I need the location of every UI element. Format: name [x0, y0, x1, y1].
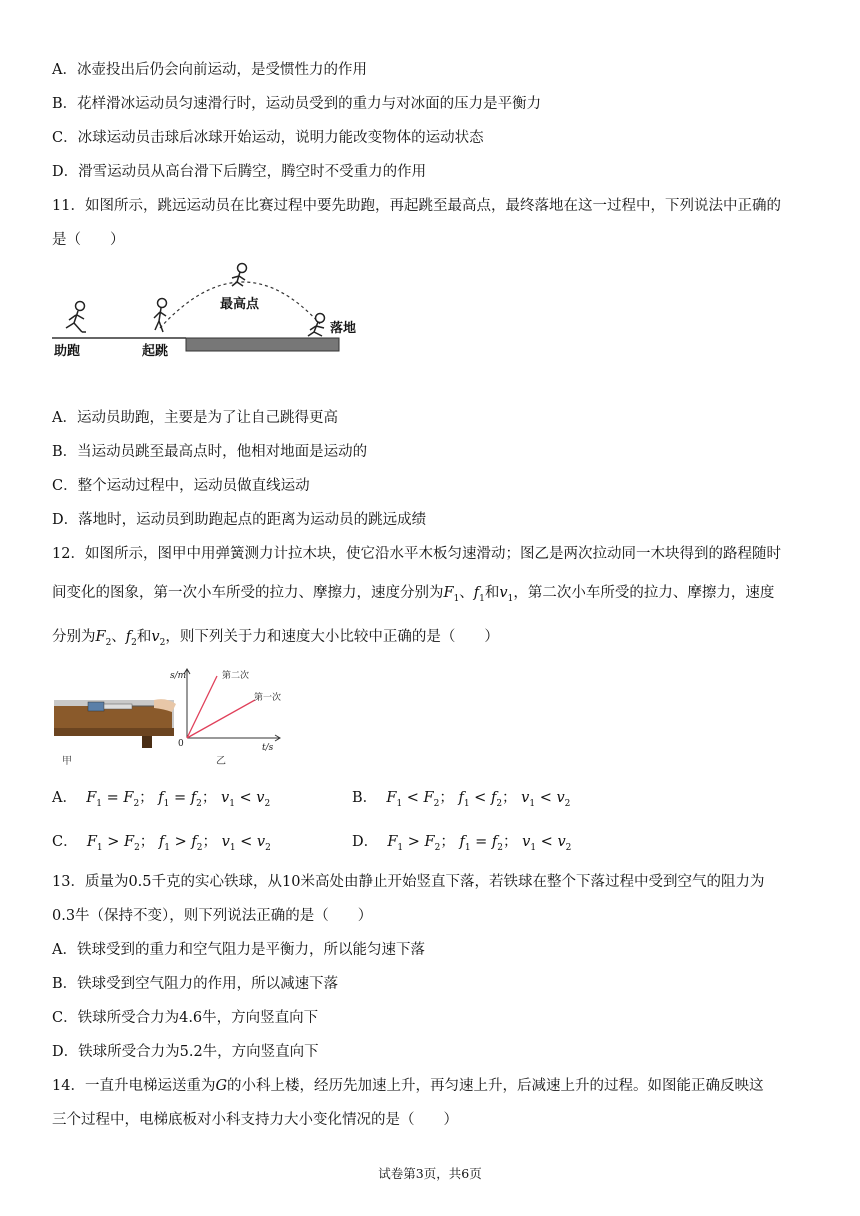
q13-option-d: D．铁球所受合力为5.2牛，方向竖直向下 [52, 1044, 319, 1060]
y-axis-label: s/m [170, 671, 187, 681]
q10-option-a: A．冰壶投出后仍会向前运动，是受惯性力的作用 [52, 62, 367, 78]
label-takeoff: 起跳 [142, 344, 169, 359]
q10-option-d: D．滑雪运动员从高台滑下后腾空，腾空时不受重力的作用 [52, 164, 427, 180]
landing-figure [308, 314, 325, 337]
label-first: 第一次 [254, 693, 282, 703]
peak-figure [232, 264, 247, 287]
label-second: 第二次 [222, 671, 250, 681]
q13-stem-line1: 13．质量为0.5千克的实心铁球，从10米高处由静止开始竖直下落，若铁球在整个下落过程中受到空气的阻力为 [52, 874, 765, 890]
origin-label: 0 [178, 739, 184, 749]
q11-stem-line2: 是（ ） [52, 232, 125, 248]
spring-scale-photo [54, 688, 179, 768]
q11-option-b: B．当运动员跳至最高点时，他相对地面是运动的 [52, 444, 368, 460]
line-first [187, 700, 255, 738]
q12-option-b-label: B． [352, 790, 378, 806]
q12-stem-line2-text: 间变化的图象，第一次小车所受的拉力、摩擦力，速度分别为 [52, 585, 444, 601]
q11-stem-line1: 11．如图所示，跳远运动员在比赛过程中要先助跑，再起跳至最高点，最终落地在这一过程中，下列说法中正确的 [52, 198, 781, 214]
label-jia: 甲 [62, 756, 72, 767]
q12-option-a-label: A． [52, 790, 77, 806]
q12-option-d-label: D． [352, 834, 379, 850]
q13-stem-line2: 0.3牛（保持不变），则下列说法正确的是（ ） [52, 908, 373, 924]
q12-stem-line3-text-b: ，则下列关于力和速度大小比较中正确的是（ ） [165, 629, 499, 645]
q13-option-b: B．铁球受到空气阻力的作用，所以减速下落 [52, 976, 339, 992]
q11-option-a: A．运动员助跑，主要是为了让自己跳得更高 [52, 410, 338, 426]
q12-stem-line1: 12．如图所示，图甲中用弹簧测力计拉木块，使它沿水平木板匀速滑动；图乙是两次拉动同一木块得到的路程随时 [52, 546, 781, 562]
runner-figure [66, 302, 86, 333]
long-jump-figure [52, 258, 372, 368]
q12-option-a: A． $F_1 = F_2$； $f_1 = f_2$； $v_1 < v_2$ [52, 790, 271, 809]
q11-option-d: D．落地时，运动员到助跑起点的距离为运动员的跳远成绩 [52, 512, 427, 528]
page-footer: 试卷第3页，共6页 [378, 1166, 482, 1181]
q10-option-c: C．冰球运动员击球后冰球开始运动，说明力能改变物体的运动状态 [52, 130, 484, 146]
label-peak: 最高点 [220, 297, 260, 312]
q10-option-b: B．花样滑冰运动员匀速滑行时，运动员受到的重力与对冰面的压力是平衡力 [52, 96, 542, 112]
q12-stem-line3: 分别为$F_2$、$f_2$和$v_2$，则下列关于力和速度大小比较中正确的是（ ） [52, 629, 499, 648]
label-run: 助跑 [54, 344, 81, 359]
label-yi: 乙 [216, 756, 226, 766]
q12-stem-line3-text: 分别为 [52, 629, 96, 645]
line-second [187, 676, 217, 738]
q12-stem-line2: 间变化的图象，第一次小车所受的拉力、摩擦力，速度分别为$F_1$、$f_1$和$v_1$，第二次小车所受的拉力、摩擦力，速度 [52, 585, 775, 604]
q12-stem-line2-text-b: ，第二次小车所受的拉力、摩擦力，速度 [513, 585, 775, 601]
q13-option-a: A．铁球受到的重力和空气阻力是平衡力，所以能匀速下落 [52, 942, 425, 958]
q14-stem-line1: 14．一直升电梯运送重为G的小科上楼，经历先加速上升，再匀速上升，后减速上升的过程。如图能正确反映这 [52, 1078, 764, 1094]
x-axis-label: t/s [262, 743, 274, 753]
q11-option-c: C．整个运动过程中，运动员做直线运动 [52, 478, 310, 494]
q12-option-c: C． $F_1 > F_2$； $f_1 > f_2$； $v_1 < v_2$ [52, 834, 271, 853]
q14-stem-line2: 三个过程中，电梯底板对小科支持力大小变化情况的是（ ） [52, 1112, 458, 1128]
q12-option-d: D． $F_1 > F_2$； $f_1 = f_2$； $v_1 < v_2$ [352, 834, 572, 853]
q12-option-b: B． $F_1 < F_2$； $f_1 < f_2$； $v_1 < v_2$ [352, 790, 571, 809]
q13-option-c: C．铁球所受合力为4.6牛，方向竖直向下 [52, 1010, 319, 1026]
s-t-graph [170, 666, 285, 766]
label-land: 落地 [330, 321, 357, 336]
q12-option-c-label: C． [52, 834, 78, 850]
